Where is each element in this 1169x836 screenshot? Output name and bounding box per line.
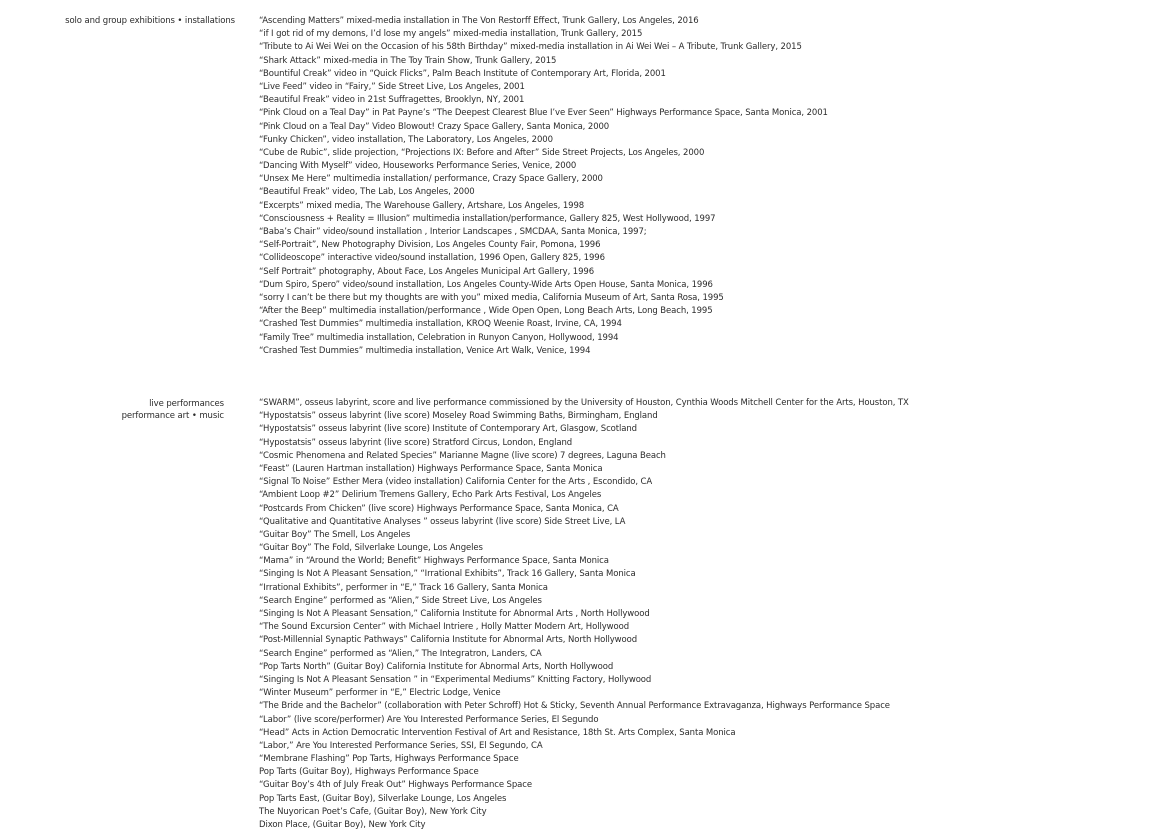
list-item: “Signal To Noise” Esther Mera (video installation) California Center for the Arts , Escondido, CA: [259, 477, 653, 488]
list-item: “Feast” (Lauren Hartman installation) Highways Performance Space, Santa Monica: [259, 463, 603, 474]
list-item: “Funky Chicken”, video installation, The Laboratory, Los Angeles, 2000: [259, 134, 553, 145]
list-item: “Ascending Matters” mixed-media installation in The Von Restorff Effect, Trunk Gallery, Los Angeles, 2016: [259, 16, 699, 26]
list-item: “Membrane Flashing” Pop Tarts, Highways Performance Space: [259, 754, 519, 765]
list-item: “Cosmic Phenomena and Related Species” Marianne Magne (live score) 7 degrees, Laguna Beach: [259, 450, 666, 461]
list-item: “After the Beep” multimedia installation/performance , Wide Open Open, Long Beach Arts, Long Beach, 1995: [259, 306, 713, 317]
list-item: “Bountiful Creak” video in “Quick Flicks”, Palm Beach Institute of Contemporary Art, Florida, 2001: [259, 68, 666, 79]
list-item: “Cube de Rubic”, slide projection, “Projections IX: Before and After” Side Street Projects, Los Angeles, 2000: [259, 147, 705, 158]
list-item: “The Bride and the Bachelor” (collaboration with Peter Schroff) Hot & Sticky, Seventh Annual Performance Extravaganza, Highways Performance Space: [259, 701, 890, 712]
list-item: “if I got rid of my demons, I’d lose my angels” mixed-media installation, Trunk Gallery, 2015: [259, 29, 643, 40]
list-item: “Collideoscope” interactive video/sound installation, 1996 Open, Gallery 825, 1996: [259, 253, 605, 264]
solo-exhibitions-list: [259, 15, 828, 358]
list-item: “Search Engine” performed as “Alien,” Side Street Live, Los Angeles: [259, 595, 542, 606]
list-item: “Crashed Test Dummies” multimedia installation, Venice Art Walk, Venice, 1994: [259, 345, 591, 356]
live-performances-list: [259, 397, 909, 832]
list-item: “Guitar Boy” The Fold, Silverlake Lounge, Los Angeles: [259, 543, 483, 554]
list-item: Pop Tarts (Guitar Boy), Highways Performance Space: [259, 767, 479, 778]
list-item: “Irrational Exhibits”, performer in “E,” Track 16 Gallery, Santa Monica: [259, 582, 548, 593]
list-item: “Labor” (live score/performer) Are You Interested Performance Series, El Segundo: [259, 714, 599, 725]
list-item: “Excerpts” mixed media, The Warehouse Gallery, Artshare, Los Angeles, 1998: [259, 200, 585, 211]
list-item: “Tribute to Ai Wei Wei on the Occasion of his 58th Birthday” mixed-media installation in Ai Wei Wei – A Tribute, Trunk Gallery, 2015: [259, 42, 802, 53]
list-item: “Ambient Loop #2” Delirium Tremens Gallery, Echo Park Arts Festival, Los Angeles: [259, 490, 602, 501]
list-item: “Pink Cloud on a Teal Day” Video Blowout! Crazy Space Gallery, Santa Monica, 2000: [259, 121, 610, 132]
list-item: “Live Feed” video in “Fairy,” Side Street Live, Los Angeles, 2001: [259, 81, 525, 92]
list-item: “Qualitative and Quantitative Analyses ” osseus labyrint (live score) Side Street Live, LA: [259, 516, 626, 527]
list-item: “Singing Is Not A Pleasant Sensation ” in “Experimental Mediums” Knitting Factory, Hollywood: [259, 674, 652, 685]
section-label: solo and group exhibitions • installations: [65, 16, 235, 26]
list-item: “Mama” in “Around the World; Benefit” Highways Performance Space, Santa Monica: [259, 556, 609, 567]
solo-exhibitions-heading: [65, 15, 235, 27]
list-item: Dixon Place, (Guitar Boy), New York City: [259, 820, 426, 830]
list-item: “Winter Museum” performer in “E,” Electric Lodge, Venice: [259, 688, 501, 699]
list-item: “Unsex Me Here” multimedia installation/ performance, Crazy Space Gallery, 2000: [259, 174, 603, 185]
section-label-line2: performance art • music: [121, 411, 224, 421]
list-item: “Dum Spiro, Spero” video/sound installation, Los Angeles County-Wide Arts Open House, Santa Monica, 1996: [259, 279, 713, 290]
list-item: “Self Portrait” photography, About Face, Los Angeles Municipal Art Gallery, 1996: [259, 266, 595, 277]
list-item: The Nuyorican Poet’s Cafe, (Guitar Boy), New York City: [259, 806, 487, 817]
list-item: “Baba’s Chair” video/sound installation , Interior Landscapes , SMCDAA, Santa Monica, 1997;: [259, 227, 647, 237]
list-item: “Consciousness + Reality = Illusion” multimedia installation/performance, Gallery 825, West Hollywood, 1997: [259, 213, 716, 224]
list-item: “Singing Is Not A Pleasant Sensation,” “Irrational Exhibits”, Track 16 Gallery, Santa Monica: [259, 569, 636, 580]
list-item: “Postcards From Chicken” (live score) Highways Performance Space, Santa Monica, CA: [259, 503, 619, 514]
list-item: “Search Engine” performed as “Alien,” The Integratron, Landers, CA: [259, 648, 542, 659]
list-item: “sorry I can’t be there but my thoughts are with you” mixed media, California Museum of Art, Santa Rosa, 1995: [259, 292, 724, 303]
list-item: “Guitar Boy’s 4th of July Freak Out” Highways Performance Space: [259, 780, 532, 791]
list-item: “Hypostatsis” osseus labyrint (live score) Stratford Circus, London, England: [259, 437, 573, 448]
list-item: “Beautiful Freak” video in 21st Suffragettes, Brooklyn, NY, 2001: [259, 95, 525, 106]
list-item: “Beautiful Freak” video, The Lab, Los Angeles, 2000: [259, 187, 475, 198]
list-item: “Post-Millennial Synaptic Pathways” California Institute for Abnormal Arts, North Hollywood: [259, 635, 638, 646]
list-item: “The Sound Excursion Center” with Michael Intriere , Holly Matter Modern Art, Hollywood: [259, 622, 630, 633]
list-item: Pop Tarts East, (Guitar Boy), Silverlake Lounge, Los Angeles: [259, 793, 507, 804]
list-item: “Singing Is Not A Pleasant Sensation,” California Institute for Abnormal Arts , North Hollywood: [259, 609, 650, 619]
list-item: “SWARM”, osseus labyrint, score and live performance commissioned by the University of Houston, Cynthia Woods Mitchell Center for the Arts, Houston, TX: [259, 398, 909, 408]
list-item: “Pink Cloud on a Teal Day” in Pat Payne’s “The Deepest Clearest Blue I’ve Ever Seen” Highways Performance Space, Santa Monica, 2001: [259, 108, 828, 119]
list-item: “Guitar Boy” The Smell, Los Angeles: [259, 529, 411, 540]
section-label-line1: live performances: [149, 399, 224, 409]
list-item: “Hypostatsis” osseus labyrint (live score) Moseley Road Swimming Baths, Birmingham, England: [259, 411, 658, 422]
list-item: “Self-Portrait”, New Photography Division, Los Angeles County Fair, Pomona, 1996: [259, 240, 601, 251]
live-performances-heading: [122, 398, 224, 422]
list-item: “Pop Tarts North” (Guitar Boy) California Institute for Abnormal Arts, North Hollywood: [259, 661, 614, 672]
list-item: “Hypostatsis” osseus labyrint (live score) Institute of Contemporary Art, Glasgow, Scotland: [259, 424, 637, 435]
list-item: “Head” Acts in Action Democratic Intervention Festival of Art and Resistance, 18th St. Arts Complex, Santa Monica: [259, 727, 736, 738]
list-item: “Family Tree” multimedia installation, Celebration in Runyon Canyon, Hollywood, 1994: [259, 332, 619, 343]
list-item: “Shark Attack” mixed-media in The Toy Train Show, Trunk Gallery, 2015: [259, 55, 557, 66]
list-item: “Dancing With Myself” video, Houseworks Performance Series, Venice, 2000: [259, 161, 577, 172]
list-item: “Crashed Test Dummies” multimedia installation, KROQ Weenie Roast, Irvine, CA, 1994: [259, 319, 622, 330]
list-item: “Labor,” Are You Interested Performance Series, SSI, El Segundo, CA: [259, 740, 543, 751]
